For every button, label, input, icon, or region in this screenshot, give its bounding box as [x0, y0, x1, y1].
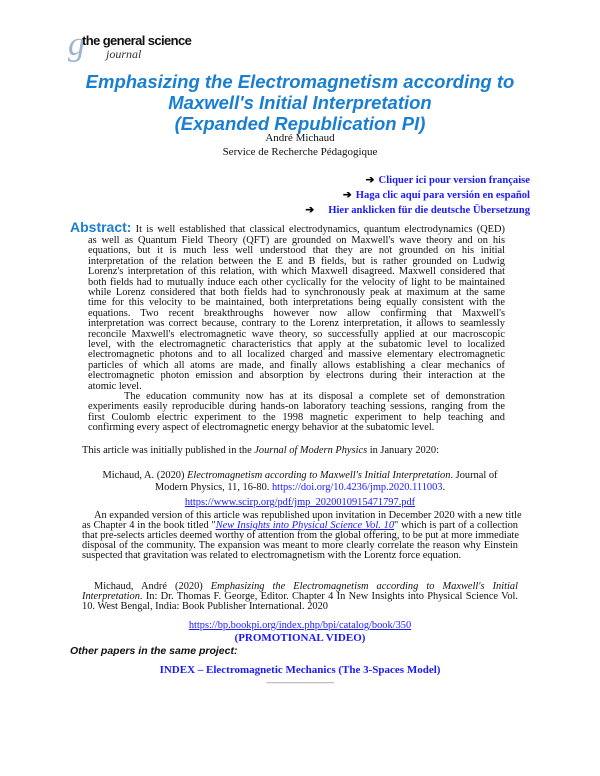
- title-line: Emphasizing the Electromagnetism according to: [85, 71, 515, 92]
- text: This article was initially published in the: [82, 445, 255, 456]
- text: in January 2020:: [367, 445, 439, 456]
- paragraph-line: first Coulomb electric experiment to the 1998 magnetic experiment to help teaching and: [88, 411, 505, 423]
- link-spanish[interactable]: Haga clic aquí para versión en español: [355, 190, 530, 201]
- abstract-line: It is well established that classical electrodynamics, quantum electrodynamics (QED): [135, 224, 505, 235]
- language-links: [305, 173, 530, 218]
- book-links: [0, 620, 600, 645]
- citation-title: Electromagnetism according to Maxwell's Initial Interpretation: [187, 470, 451, 481]
- initial-publication-note: [82, 446, 439, 456]
- paragraph-line: reconcile Maxwell's electromagnetic wave theory, so successfully applied at our macroscopic: [88, 328, 505, 340]
- arrow-right-icon: ➔: [342, 190, 352, 201]
- paragraph-line: Lorenz's interpretation of this relation, with which Maxwell disagreed. Maxwell considered that: [88, 266, 505, 278]
- logo-subtext: journal: [106, 47, 142, 61]
- text: as Chapter 4 in the book titled ": [82, 520, 216, 531]
- citation-title: Interpretation: [82, 591, 140, 602]
- paragraph-line: while Lorenz considered that both fields had to synchronously peak at maximum at the same: [88, 287, 505, 299]
- text: . Journal of: [450, 470, 498, 481]
- citation-2: [82, 582, 518, 612]
- text: suspected that gravitation was related to electromagnetism with the Lorentz force equation.: [82, 550, 462, 561]
- paragraph-line: interpretation of the relation between the E and B fields, but is rather grounded on Ludwig: [88, 255, 505, 267]
- paragraph-line: particles of which all atoms are made, and finally allows establishing a clear mechanics of: [88, 359, 505, 371]
- abstract-label: Abstract:: [70, 219, 132, 235]
- text: Modern Physics, 11, 16-80.: [154, 482, 272, 493]
- title-line: (Expanded Republication PI): [174, 113, 426, 134]
- paragraph-line: interpretation was correct because, contrary to the Lorenz interpretation, it allows to seamlessly: [88, 318, 505, 330]
- abstract: [70, 219, 505, 235]
- pdf-link[interactable]: https://www.scirp.org/pdf/jmp_2020010915471797.pdf: [184, 497, 416, 508]
- link-french[interactable]: Cliquer ici pour version française: [378, 175, 530, 186]
- promotional-video-link[interactable]: (PROMOTIONAL VIDEO): [234, 632, 366, 644]
- paragraph-line: level, with the electromagnetic characteristics that apply at the subatomic level to localized: [88, 339, 505, 351]
- other-papers-list: [0, 664, 600, 676]
- paragraph-line: time for this velocity to be maintained, both interpretations being equally consistent with the: [88, 297, 505, 309]
- citation-1: [0, 470, 600, 509]
- title-line: Maxwell's Initial Interpretation: [168, 92, 432, 113]
- link-german[interactable]: Hier anklicken für die deutsche Übersetzung: [328, 205, 530, 216]
- paragraph-line: both fields had to mutually induce each other cyclically for the velocity of light to be maintained: [88, 276, 505, 288]
- paragraph-line: confirming every aspect of electromagnetic energy behavior at the subatomic level.: [88, 422, 435, 434]
- other-papers-heading: Other papers in the same project:: [70, 645, 238, 657]
- paragraph-line: equations, but it is much less well understood that they are not grounded on his initial: [88, 245, 505, 257]
- paragraph-line: experiments easily reproducible during hands-on laboratory teaching sessions, ranging from the: [88, 401, 505, 413]
- text: An expanded version of this article was republished upon invitation in December 2020 with a new title: [94, 510, 522, 521]
- text: " which is part of a collection: [394, 520, 518, 531]
- text: disposal of the community. The expansion was meant to more clearly correlate the reason why Einstein: [82, 540, 518, 551]
- paragraph-line: as well as Quantum Field Theory (QFT) are grounded on Maxwell's wave theory and on his: [88, 235, 505, 246]
- text: Michaud, André (2020): [94, 581, 211, 592]
- paragraph-line: electromagnetic photons and to all localized charged and massive elementary electromagnetic: [88, 349, 505, 361]
- logo-text: the general science: [82, 33, 192, 48]
- arrow-right-icon: ➔: [365, 175, 375, 186]
- paragraph-line: atomic level.: [88, 380, 142, 392]
- affiliation: Service de Recherche Pédagogique: [222, 146, 378, 158]
- index-link[interactable]: INDEX – Electromagnetic Mechanics (The 3-Spaces Model): [159, 664, 441, 676]
- journal-name: Journal of Modern Physics: [254, 445, 368, 456]
- paragraph-line: electromagnetic photon emission and absorption by electrons during their interaction at the: [88, 370, 505, 382]
- logo-glyph: g: [68, 26, 85, 63]
- text: . In: Dr. Thomas F. George, Editor. Chapter 4 In New Insights into Physical Science Vol.: [139, 591, 518, 602]
- paper-title: [0, 71, 600, 134]
- separator: ---------------------------: [266, 677, 334, 687]
- paragraph-line: The education community now has at its disposal a complete set of demonstration: [124, 391, 505, 402]
- citation-title: Emphasizing the Electromagnetism according to Maxwell's Initial: [210, 581, 518, 592]
- book-link[interactable]: New Insights into Physical Science Vol. 10: [215, 520, 395, 531]
- text: Michaud, A. (2020): [102, 470, 188, 481]
- text: that pre-selects articles deemed worthy of attention from the global offering, to be put at more immediate: [82, 530, 519, 541]
- journal-logo: [68, 28, 208, 68]
- text: .: [442, 482, 446, 493]
- abstract-paragraph-2: [88, 392, 505, 434]
- bookpi-link[interactable]: https://bp.bookpi.org/index.php/bpi/catalog/book/350: [188, 620, 412, 631]
- text: 10. West Bengal, India: Book Publisher International. 2020: [82, 601, 329, 612]
- doi-link[interactable]: https://doi.org/10.4236/jmp.2020.111003: [271, 482, 443, 493]
- paragraph-line: equations. Two recent breakthroughs however now allow confirming that Maxwell's: [88, 307, 505, 319]
- expanded-version-paragraph: [82, 510, 522, 561]
- arrow-right-icon: ➔: [305, 205, 315, 216]
- author: André Michaud: [265, 132, 335, 144]
- abstract-body: [88, 236, 505, 392]
